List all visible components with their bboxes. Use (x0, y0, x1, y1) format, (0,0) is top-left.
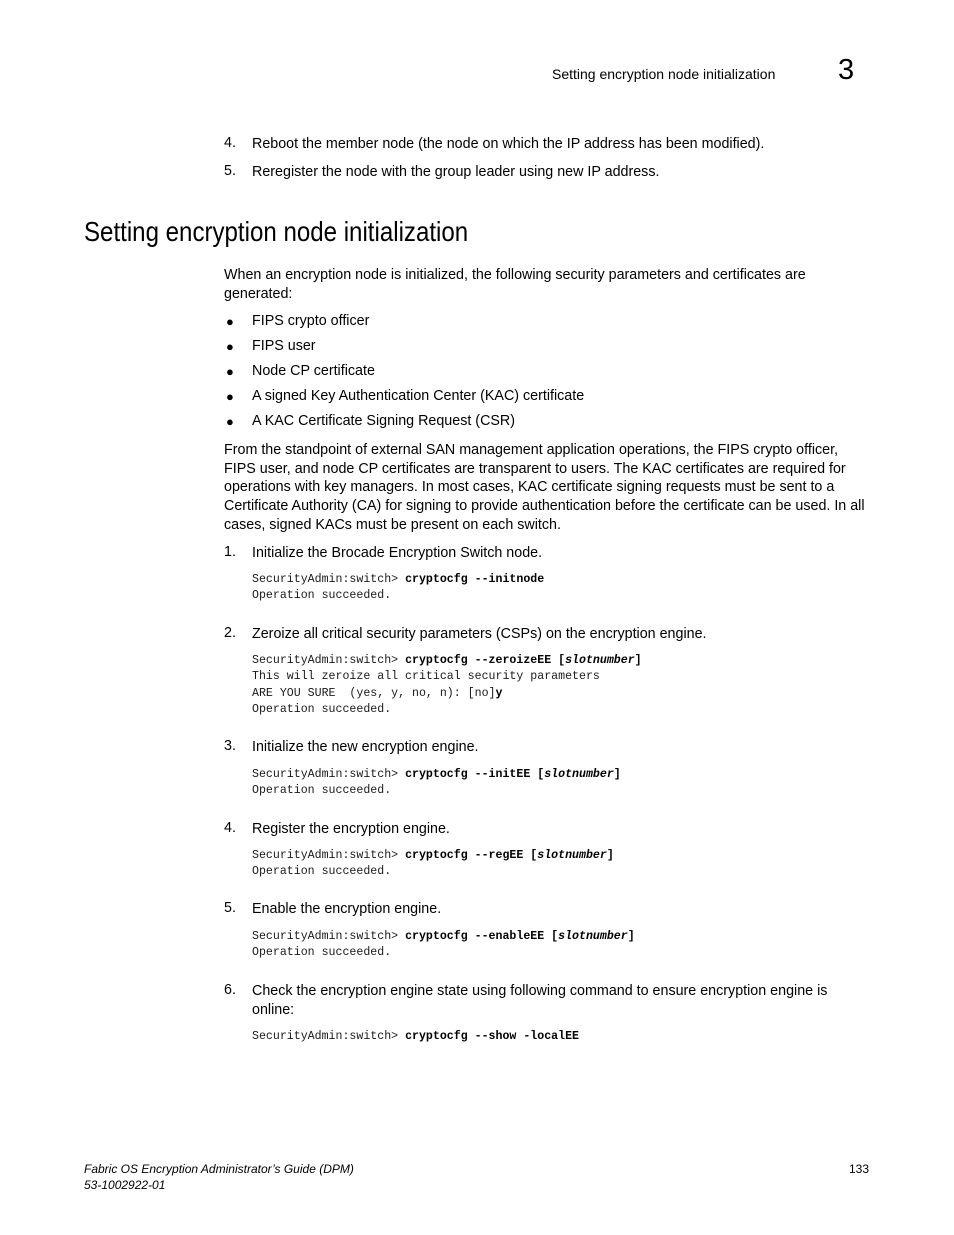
step-text: Check the encryption engine state using following command to ensure encryption engine is online: (252, 983, 828, 1018)
step-number: 4. (224, 135, 236, 151)
code-command: cryptocfg --enableEE [ (405, 930, 559, 943)
bullet-item: Node CP certificate (252, 363, 375, 379)
code-output: This will zeroize all critical security parameters (252, 670, 600, 684)
code-bracket: ] (606, 849, 614, 862)
step-number: 2. (224, 625, 236, 641)
step-text: Register the encryption engine. (252, 821, 450, 837)
step-text: Reregister the node with the group leader using new IP address. (252, 164, 660, 180)
code-block (252, 1029, 579, 1045)
code-bracket: ] (613, 768, 621, 781)
footer-doc-title: Fabric OS Encryption Administrator’s Guide (DPM) (84, 1162, 354, 1176)
step-text: Enable the encryption engine. (252, 901, 442, 917)
bullet-item: FIPS crypto officer (252, 313, 370, 329)
code-output: Operation succeeded. (252, 589, 392, 603)
code-argument: slotnumber (558, 930, 628, 943)
code-block (252, 929, 635, 962)
code-command: cryptocfg --regEE [ (405, 849, 538, 862)
code-prompt: SecurityAdmin:switch> (252, 654, 406, 667)
step-text: Reboot the member node (the node on which the IP address has been modified). (252, 136, 765, 152)
bullet-icon: ● (226, 364, 234, 379)
code-prompt: SecurityAdmin:switch> (252, 930, 406, 943)
section-heading: Setting encryption node initialization (84, 216, 469, 247)
bullet-icon: ● (226, 339, 234, 354)
bullet-item: A signed Key Authentication Center (KAC) certificate (252, 388, 585, 404)
step-number: 1. (224, 544, 236, 560)
code-block (252, 572, 544, 605)
step-text: Initialize the new encryption engine. (252, 739, 479, 755)
code-output: Operation succeeded. (252, 946, 392, 960)
bullet-icon: ● (226, 314, 234, 329)
bullet-icon: ● (226, 389, 234, 404)
code-prompt: SecurityAdmin:switch> (252, 849, 406, 862)
code-argument: slotnumber (537, 849, 607, 862)
step-text: Initialize the Brocade Encryption Switch node. (252, 545, 543, 561)
code-command: cryptocfg --show -localEE (405, 1030, 579, 1043)
bullet-item: FIPS user (252, 338, 316, 354)
step-number: 3. (224, 738, 236, 754)
running-header-title: Setting encryption node initialization (552, 66, 776, 82)
code-confirm-answer: y (495, 686, 503, 700)
chapter-number: 3 (838, 54, 855, 86)
code-command: cryptocfg --zeroizeEE [ (405, 654, 566, 667)
step-number: 5. (224, 900, 236, 916)
step-text: Zeroize all critical security parameters (CSPs) on the encryption engine. (252, 626, 707, 642)
footer-doc-number: 53-1002922-01 (84, 1177, 166, 1192)
code-output: Operation succeeded. (252, 784, 392, 798)
body-paragraph: From the standpoint of external SAN management application operations, the FIPS crypto officer, FIPS user, and node CP certificates are transparent to users. The KAC certificates are required for operations with key managers. In most cases, KAC certificate signing requests must be sent to a Certificate Authority (CA) for signing to provide authentication before the certificate can be used. In all cases, signed KACs must be present on each switch. (224, 442, 865, 533)
code-output: Operation succeeded. (252, 865, 392, 879)
code-argument: slotnumber (565, 654, 635, 667)
bullet-icon: ● (226, 414, 234, 429)
code-prompt: SecurityAdmin:switch> (252, 768, 406, 781)
code-command: cryptocfg --initEE [ (405, 768, 545, 781)
footer-doc-info (84, 1162, 354, 1193)
bullet-item: A KAC Certificate Signing Request (CSR) (252, 413, 516, 429)
code-prompt: SecurityAdmin:switch> (252, 1030, 406, 1043)
code-output: Operation succeeded. (252, 703, 392, 717)
code-bracket: ] (627, 930, 635, 943)
code-prompt: SecurityAdmin:switch> (252, 573, 406, 586)
step-number: 5. (224, 163, 236, 179)
code-block (252, 653, 642, 719)
intro-paragraph: When an encryption node is initialized, the following security parameters and certificates are generated: (224, 267, 806, 302)
code-bracket: ] (634, 654, 642, 667)
step-number: 6. (224, 982, 236, 998)
step-number: 4. (224, 820, 236, 836)
code-block (252, 767, 621, 800)
page-number: 133 (849, 1162, 870, 1176)
code-argument: slotnumber (544, 768, 614, 781)
code-command: cryptocfg --initnode (405, 573, 545, 586)
code-block (252, 848, 614, 881)
code-confirm-prompt: ARE YOU SURE (yes, y, no, n): [no] (252, 686, 496, 700)
